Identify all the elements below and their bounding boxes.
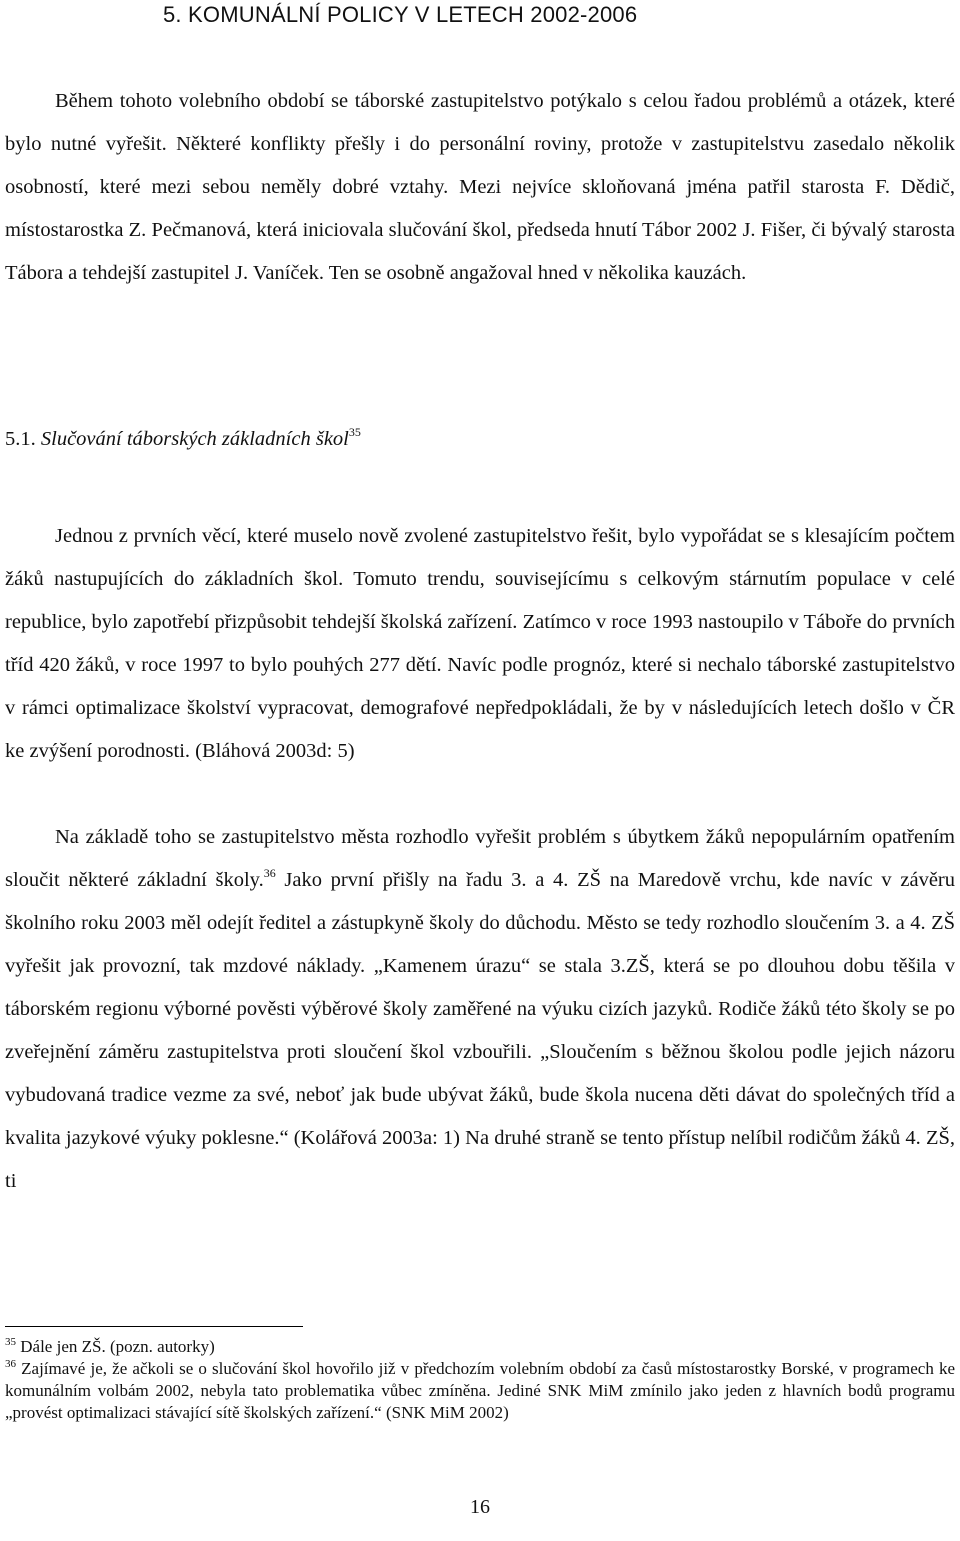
page-number: 16 <box>470 1496 490 1518</box>
footnote-separator <box>5 1326 303 1327</box>
paragraph-school-decline: Jednou z prvních věcí, které muselo nově zvolené zastupitelstvo řešit, bylo vypořádat se s klesajícím počtem žáků nastupujících do základních škol. Tomuto trendu, souvisejícímu s celkovým stárnutím populace v celé republice, bylo zapotřebí přizpůsobit tehdejší školská zařízení. Zatímco v roce 1993 nastoupilo v Táboře do prvních tříd 420 žáků, v roce 1997 to bylo pouhých 277 dětí. Navíc podle prognóz, které si nechalo táborské zastupitelstvo v rámci optimalizace školství vypracovat, demografové nepředpokládali, že by v následujících letech došlo v ČR ke zvýšení porodnosti. (Bláhová 2003d: 5) <box>5 525 955 762</box>
footnote-number: 36 <box>5 1358 16 1370</box>
footnote-ref-36[interactable]: 36 <box>263 866 276 880</box>
footnote-36 <box>5 1358 955 1424</box>
paragraph-merger-part1: Na základě toho se zastupitelstvo města rozhodlo vyřešit problém s úbytkem žáků nepopulárním opatřením sloučit některé základní školy. <box>5 826 955 891</box>
footnote-number: 35 <box>5 1336 16 1348</box>
section-subheading <box>5 425 361 451</box>
footnote-text: Dále jen ZŠ. (pozn. autorky) <box>20 1337 215 1356</box>
paragraph-merger-part2: Jako první přišly na řadu 3. a 4. ZŠ na Maredově vrchu, kde navíc v závěru školního roku 2003 měl odejít ředitel a zástupkyně školy do důchodu. Město se tedy rozhodlo sloučením 3. a 4. ZŠ vyřešit jak provozní, tak mzdové náklady. „Kamenem úrazu“ se stala 3.ZŠ, která se po dlouhou dobu těšila v táborském regionu výborné pověsti výběrové školy zaměřené na výuku cizích jazyků. Rodiče žáků této školy se po zveřejnění záměru zastupitelstva proti sloučení škol vzbouřili. „Sloučením s běžnou školou podle jejich názoru vybudovaná tradice vezme za své, neboť jak bude ubývat žáků, bude škola nucena děti dávat do společných tříd a kvalita jazykové výuky poklesne.“ (Kolářová 2003a: 1) Na druhé straně se tento přístup nelíbil rodičům žáků 4. ZŠ, ti <box>5 869 955 1192</box>
footnote-ref-35[interactable]: 35 <box>348 425 361 439</box>
paragraph-intro: Během tohoto volebního období se táborské zastupitelstvo potýkalo s celou řadou problémů a otázek, které bylo nutné vyřešit. Některé konflikty přešly i do personální roviny, protože v zastupitelstvu zasedalo několik osobností, které mezi sebou neměly dobré vztahy. Mezi nejvíce skloňovaná jména patřil starosta F. Dědič, místostarostka Z. Pečmanová, která iniciovala slučování škol, předseda hnutí Tábor 2002 J. Fišer, či bývalý starosta Tábora a tehdejší zastupitel J. Vaníček. Ten se osobně angažoval hned v několika kauzách. <box>5 90 955 284</box>
paragraph-school-merger <box>5 816 955 1203</box>
section-number: 5.1. <box>5 428 36 450</box>
section-title: Slučování táborských základních škol <box>40 428 349 450</box>
footnote-35 <box>5 1336 955 1358</box>
footnote-text: Zajímavé je, že ačkoli se o slučování škol hovořilo již v předchozím volebním období za časů místostarostky Borské, v programech ke komunálním volbám 2002, nebyla tato problematika vůbec zmíněna. Jediné SNK MiM zmínilo jako jeden z hlavních bodů programu „provést optimalizaci stávající sítě školských zařízení.“ (SNK MiM 2002) <box>5 1359 956 1422</box>
chapter-heading: 5. KOMUNÁLNÍ POLICY V LETECH 2002-2006 <box>163 2 638 27</box>
